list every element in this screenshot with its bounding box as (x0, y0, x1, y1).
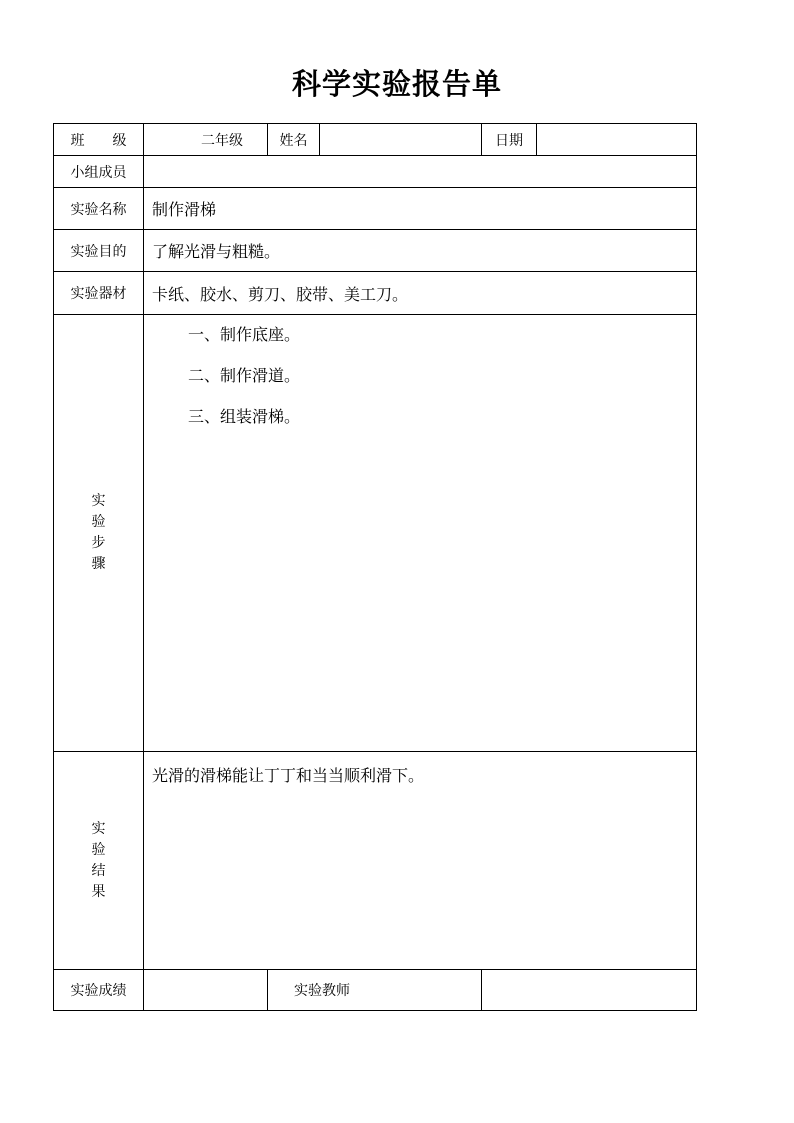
members-row (54, 156, 697, 188)
equipment-row (54, 272, 697, 315)
page-title: 科学实验报告单 (291, 67, 502, 101)
steps-label-char: 验 (91, 514, 106, 530)
step-item: 三、组装滑梯。 (188, 407, 301, 426)
steps-label-char: 实 (91, 493, 106, 509)
result-label-char: 验 (91, 841, 106, 858)
date-label: 日期 (482, 124, 537, 156)
result-label-char: 果 (91, 883, 106, 900)
members-value[interactable] (144, 156, 697, 188)
experiment-name-row (54, 188, 697, 230)
equipment-label: 实验器材 (54, 272, 144, 315)
class-label: 班 级 (54, 124, 144, 156)
experiment-name-label: 实验名称 (54, 188, 144, 230)
teacher-label-text: 实验教师 (294, 983, 350, 999)
date-value[interactable] (537, 124, 697, 156)
footer-row (54, 970, 697, 1011)
class-value[interactable]: 二年级 (144, 124, 268, 156)
steps-row (54, 315, 697, 752)
result-row (54, 752, 697, 970)
report-table (53, 123, 697, 1011)
experiment-name-value[interactable]: 制作滑梯 (144, 188, 697, 230)
equipment-value[interactable]: 卡纸、胶水、剪刀、胶带、美工刀。 (144, 272, 697, 315)
result-label-char: 结 (91, 862, 106, 879)
step-item: 一、制作底座。 (188, 325, 301, 344)
teacher-value[interactable] (482, 970, 697, 1011)
name-value[interactable] (320, 124, 482, 156)
teacher-label (268, 970, 482, 1011)
steps-label (54, 315, 144, 752)
result-label-char: 实 (91, 820, 106, 837)
purpose-row (54, 230, 697, 272)
score-value[interactable] (144, 970, 268, 1011)
steps-label-char: 步 (91, 535, 106, 551)
result-value[interactable]: 光滑的滑梯能让丁丁和当当顺利滑下。 (144, 752, 697, 970)
header-row (54, 124, 697, 156)
step-item: 二、制作滑道。 (188, 366, 301, 385)
members-label: 小组成员 (54, 156, 144, 188)
purpose-value[interactable]: 了解光滑与粗糙。 (144, 230, 697, 272)
steps-content[interactable] (144, 315, 697, 752)
result-label (54, 752, 144, 970)
name-label: 姓名 (268, 124, 320, 156)
score-label: 实验成绩 (54, 970, 144, 1011)
purpose-label: 实验目的 (54, 230, 144, 272)
steps-label-char: 骤 (91, 556, 106, 572)
